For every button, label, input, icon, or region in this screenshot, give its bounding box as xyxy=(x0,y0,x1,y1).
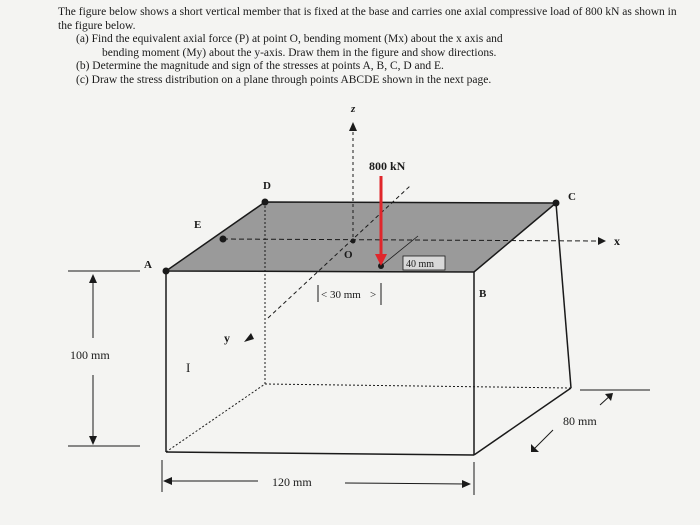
point-label-e: E xyxy=(194,219,202,231)
axis-z-label: z xyxy=(351,103,356,115)
dim-80-label: 80 mm xyxy=(563,414,597,428)
dim-120-label: 120 mm xyxy=(272,475,312,489)
part-a-line2: bending moment (My) about the y-axis. Draw them in the figure and show directions. xyxy=(102,46,497,59)
origin-label: O xyxy=(344,249,353,261)
dim-120-right-arrow xyxy=(345,483,466,484)
part-c: (c) Draw the stress distribution on a plane through points ABCDE shown in the next page. xyxy=(76,73,492,86)
point-label-c: C xyxy=(568,191,576,203)
z-axis-arrowhead xyxy=(349,122,357,131)
dim-100-label: 100 mm xyxy=(70,348,110,362)
point-label-a: A xyxy=(144,259,152,271)
point-e xyxy=(220,236,227,243)
dim-30-label: 30 mm xyxy=(330,289,361,301)
point-label-d: D xyxy=(263,180,271,192)
axis-x-label: x xyxy=(614,234,620,248)
dim-30-left-arrow: < xyxy=(321,289,328,301)
point-a xyxy=(163,268,170,275)
point-o xyxy=(351,239,356,244)
dim-30-right-arrow: > xyxy=(370,289,377,301)
y-axis-arrowhead xyxy=(244,333,254,342)
dim-40-label: 40 mm xyxy=(406,259,435,270)
i-mark: I xyxy=(186,360,191,375)
hidden-edge-left-bottom xyxy=(166,384,265,452)
edge-bottom-right xyxy=(474,388,571,455)
dim-80-arrow-down xyxy=(533,430,553,450)
part-a-line1: (a) Find the equivalent axial force (P) at point O, bending moment (Mx) about the x axis and xyxy=(76,33,503,45)
load-label: 800 kN xyxy=(369,159,406,173)
part-b: (b) Determine the magnitude and sign of the stresses at points A, B, C, D and E. xyxy=(76,60,444,72)
edge-bottom-front xyxy=(166,452,474,455)
hidden-edge-back-bottom xyxy=(265,384,571,388)
edge-back-right xyxy=(556,203,571,388)
axis-y-label: y xyxy=(224,331,230,345)
problem-intro: The figure below shows a short vertical member that is fixed at the base and carries one axial compressive load of 800 kN as shown in the figure below. xyxy=(58,6,677,32)
point-c xyxy=(553,200,560,207)
point-d xyxy=(262,199,269,206)
x-axis-arrowhead xyxy=(598,237,606,245)
point-label-b: B xyxy=(479,288,487,300)
